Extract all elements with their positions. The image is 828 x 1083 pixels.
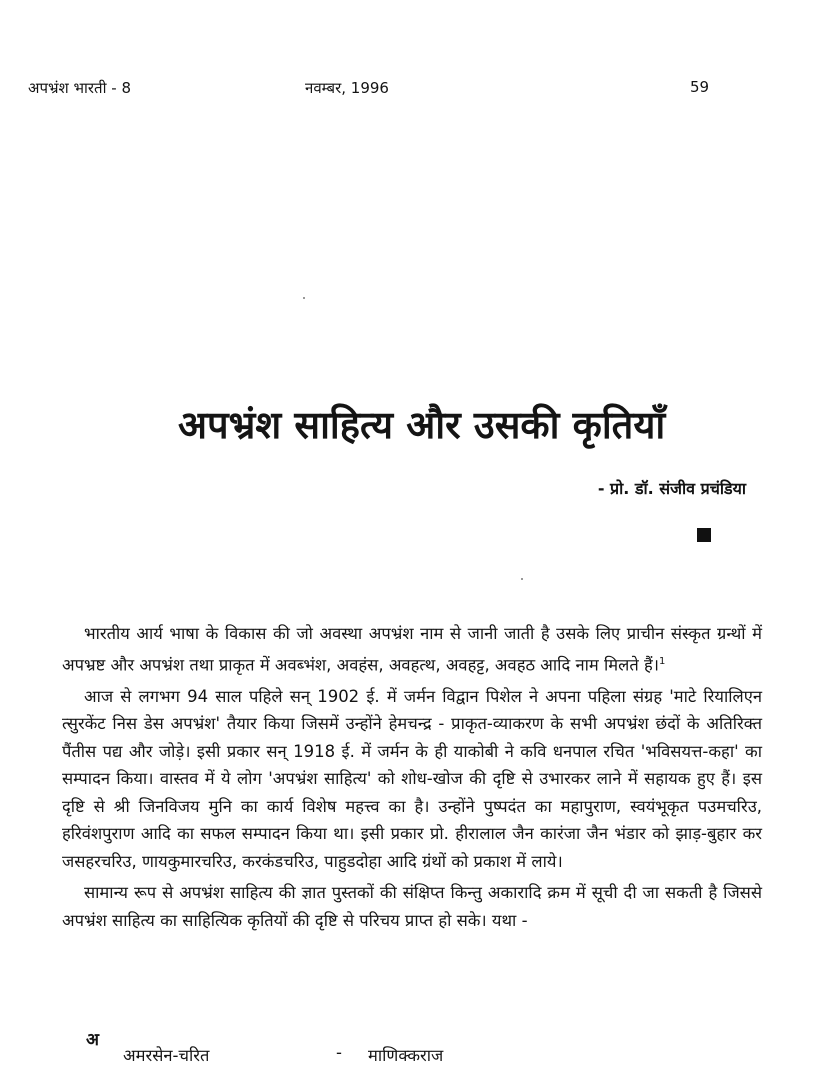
work-author: माणिक्कराज	[368, 1046, 444, 1065]
paragraph-2: आज से लगभग 94 साल पहिले सन् 1902 ई. में जर्मन विद्वान पिशेल ने अपना पहिला संग्रह 'माटे रियालिएन त्सुरकेंट निस डेस अपभ्रंश' तैयार किया जिसमें उन्होंने हेमचन्द्र - प्राकृत-व्याकरण के सभी अपभ्रंश छंदों के अतिरिक्त पैंतीस पद्य और जोड़े। इसी प्रकार सन् 1918 ई. में जर्मन के ही याकोबी ने कवि धनपाल रचित 'भविसयत्त-कहा' का सम्पादन किया। वास्तव में ये लोग 'अपभ्रंश साहित्य' को शोध-खोज की दृष्टि से उभारकर लाने में सहायक हुए हैं। इस दृष्टि से श्री जिनविजय मुनि का कार्य विशेष महत्त्व का है। उन्होंने पुष्पदंत का महापुराण, स्वयंभूकृत पउमचरिउ, हरिवंशपुराण आदि का सफल सम्पादन किया था। इसी प्रकार प्रो. हीरालाल जैन कारंजा जैन भंडार को झाड़-बुहार कर जसहरचरिउ, णायकुमारचरिउ, करकंडचरिउ, पाहुडदोहा आदि ग्रंथों को प्रकाश में लाये।	[62, 686, 762, 871]
work-title: अमरसेन-चरित	[123, 1046, 210, 1065]
issue-date: नवम्बर, 1996	[305, 79, 389, 97]
article-title: अपभ्रंश साहित्य और उसकी कृतियाँ	[178, 403, 666, 447]
article-author: - प्रो. डॉ. संजीव प्रचंडिया	[597, 479, 746, 498]
footnote-marker[interactable]: 1	[658, 655, 666, 667]
paragraph-1: भारतीय आर्य भाषा के विकास की जो अवस्था अपभ्रंश नाम से जानी जाती है उसके लिए प्राचीन संस्कृत ग्रन्थों में अपभ्रष्ट और अपभ्रंश तथा प्राकृत में अवब्भंश, अवहंस, अवहत्थ, अवहट्ट, अवहठ आदि नाम मिलते हैं।$^1$	[62, 624, 762, 674]
page-number: 59	[690, 78, 710, 96]
article-body	[62, 620, 762, 938]
section-marker-square-icon	[697, 528, 711, 542]
journal-name: अपभ्रंश भारती - 8	[28, 79, 131, 97]
list-section-letter: अ	[86, 1030, 99, 1050]
scan-speck	[303, 297, 305, 299]
scan-speck	[521, 578, 523, 580]
paragraph-3: सामान्य रूप से अपभ्रंश साहित्य की ज्ञात पुस्तकों की संक्षिप्त किन्तु अकारादि क्रम में सूची दी जा सकती है जिससे अपभ्रंश साहित्य का साहित्यिक कृतियों की दृष्टि से परिचय प्राप्त हो सके। यथा -	[62, 883, 762, 930]
running-header	[0, 78, 828, 102]
separator-dash: -	[336, 1043, 342, 1062]
